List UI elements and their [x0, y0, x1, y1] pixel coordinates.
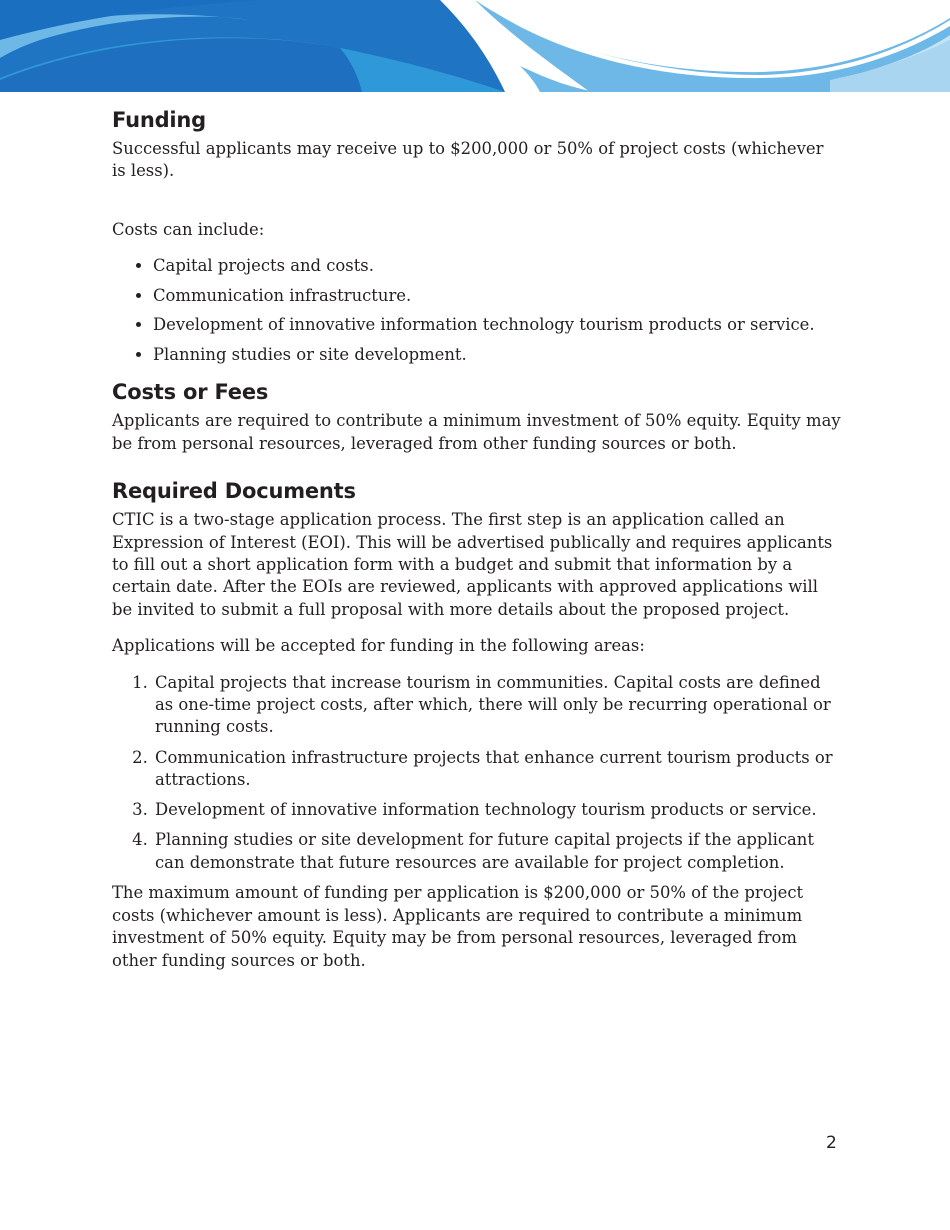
list-item: • Communication infrastructure.: [153, 285, 842, 307]
closing-text: The maximum amount of funding per application is $200,000 or 50% of the project costs (whichever amount is less). Applicants are required to contribute a minimum investment of 50% equity. Equity may be from personal resources, leveraged from other funding sources or both.: [112, 883, 804, 970]
list-item: • Capital projects and costs.: [153, 255, 842, 277]
costs-list: [112, 255, 842, 366]
list-item: 2. Communication infrastructure projects that enhance current tourism products or attractions.: [153, 747, 842, 792]
list-item: • Planning studies or site development.: [153, 344, 842, 366]
required-documents-text: CTIC is a two-stage application process. The first step is an application called an Expression of Interest (EOI). This will be advertised publically and requires applicants to fill out a short application form with a budget and submit that information by a certain date. After the EOIs are reviewed, applicants with approved applications will be invited to submit a full proposal with more details about the proposed project.: [112, 510, 833, 619]
areas-list: [112, 672, 842, 875]
list-item: 4. Planning studies or site development for future capital projects if the applicant can demonstrate that future resources are available for project completion.: [153, 829, 842, 874]
costs-fees-text: Applicants are required to contribute a minimum investment of 50% equity. Equity may be from personal resources, leveraged from other funding sources or both.: [112, 411, 841, 453]
funding-heading: Funding: [112, 108, 207, 132]
header-wave-banner: [0, 0, 950, 95]
costs-fees-heading: Costs or Fees: [112, 380, 269, 405]
areas-label: Applications will be accepted for funding in the following areas:: [112, 636, 645, 656]
costs-label: Costs can include:: [112, 219, 265, 239]
funding-intro: Successful applicants may receive up to $200,000 or 50% of project costs (whichever is less).: [112, 139, 824, 181]
list-item: 3. Development of innovative information technology tourism products or service.: [153, 799, 842, 821]
page-number: 2: [826, 1133, 837, 1153]
page-content: [112, 108, 842, 972]
list-item: • Development of innovative information technology tourism products or service.: [153, 314, 842, 336]
required-documents-heading: Required Documents: [112, 479, 356, 504]
list-item: 1. Capital projects that increase tourism in communities. Capital costs are defined as one-time project costs, after which, there will only be recurring operational or running costs.: [153, 672, 842, 739]
